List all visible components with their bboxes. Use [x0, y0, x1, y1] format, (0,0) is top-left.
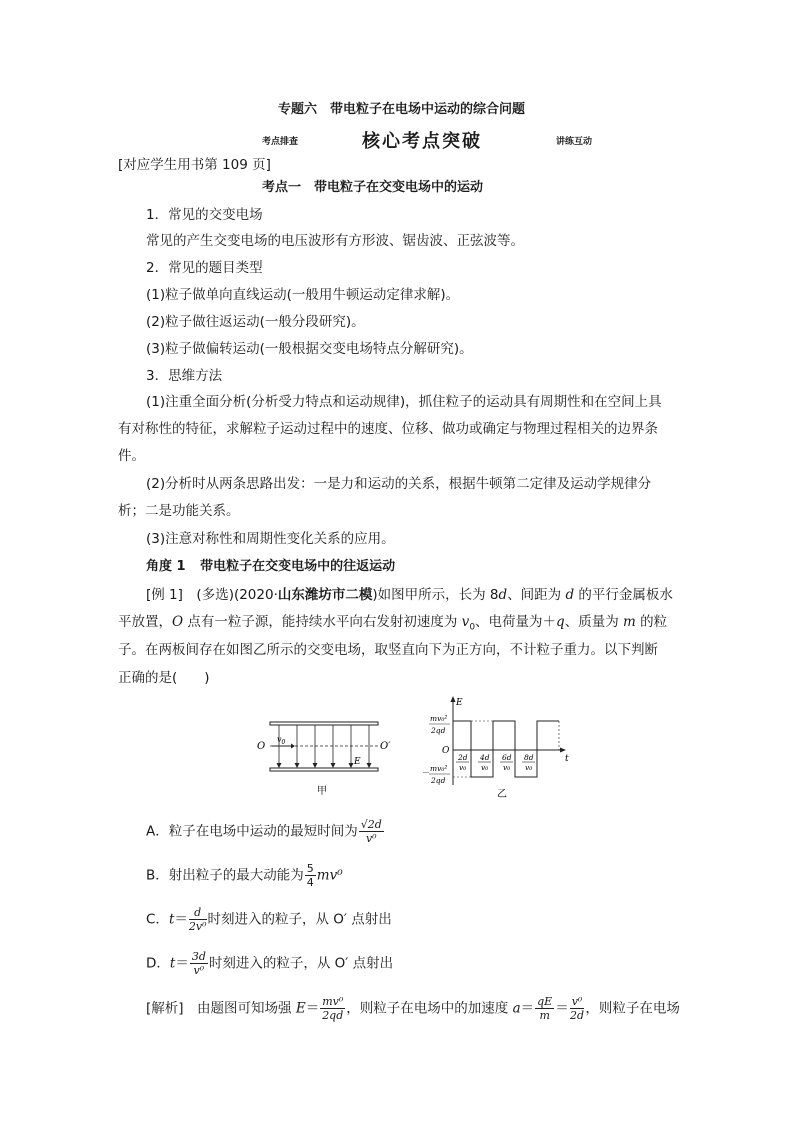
option-a: A．粒子在电场中运动的最短时间为 $\frac{√2d}{\text{v⁰}}$	[146, 818, 382, 845]
method-1-line-1: (1)注重全面分析(分析受力特点和运动规律)，抓住粒子的运动具有周期性和在空间上具	[146, 394, 662, 410]
type-3: (3)粒子做偏转运动(一般根据交变电场特点分解研究)。	[146, 341, 473, 357]
type-1: (1)粒子做单向直线运动(一般用牛顿运动定律求解)。	[146, 287, 460, 303]
tick-4d-num: 4d	[480, 753, 490, 762]
example-line-3: 子。在两板间存在如图乙所示的交变电场，取竖直向下为正方向，不计粒子重力。以下判断	[118, 642, 658, 658]
example-line-1: [例 1] (多选)(2020·山东潍坊市二模)如图甲所示，长为 8d、间距为 d 的平行金属板水	[146, 587, 673, 603]
neg-level-den: 2qd	[431, 776, 446, 785]
book-reference: [对应学生用书第 109 页]	[118, 157, 271, 173]
paragraph-1: 常见的产生交变电场的电压波形有方形波、锯齿波、正弦波等。	[146, 233, 524, 249]
label-v0: $v_0$	[277, 735, 286, 746]
option-c-fraction: $\frac{d}{\text{2v⁰}}$	[188, 906, 207, 933]
tick-6d-den: v₀	[503, 763, 511, 772]
example-line-2: 平放置，O 点有一粒子源，能持续水平向右发射初速度为 $v_0$、电荷量为＋q、质量为 m 的粒	[118, 614, 668, 633]
option-b-fraction: $\frac{5}{4}$	[306, 862, 314, 889]
t-axis-arrow	[560, 748, 566, 753]
example-tag: [例 1]	[146, 587, 183, 603]
tick-8d-den: v₀	[525, 763, 533, 772]
origin-label: O	[442, 746, 450, 756]
banner-right-label: 讲练互动	[556, 137, 593, 147]
analysis-fraction-3: $\frac{\text{v⁰}}{2d}$	[569, 995, 585, 1022]
pos-level-den: 2qd	[431, 726, 446, 735]
neg-sign: －	[422, 768, 430, 777]
heading-1: 1．常见的交变电场	[146, 207, 263, 223]
tick-2d-num: 2d	[458, 753, 468, 762]
E-axis-arrow	[451, 696, 456, 702]
method-2-line-1: (2)分析时从两条思路出发：一是力和运动的关系，根据牛顿第二定律及运动学规律分	[146, 476, 652, 492]
option-c: C．t＝ $\frac{d}{\text{2v⁰}}$ 时刻进入的粒子，从 O′ 点射出	[146, 906, 392, 933]
tick-8d-num: 8d	[524, 753, 534, 762]
velocity-arrowhead	[291, 744, 295, 749]
option-d: D．t＝ $\frac{3d}{\text{v⁰}}$ 时刻进入的粒子，从 O′ 点射出	[146, 950, 394, 977]
example-line-4: 正确的是( )	[118, 670, 210, 686]
t-axis-label: t	[565, 754, 569, 764]
method-1-line-2: 有对称性的特征，求解粒子运动过程中的速度、位移、做功或确定与物理过程相关的边界条	[118, 421, 658, 437]
section-title: 考点一 带电粒子在交变电场中的运动	[262, 180, 484, 195]
page-title: 专题六 带电粒子在电场中运动的综合问题	[278, 102, 526, 117]
tick-2d-den: v₀	[459, 763, 467, 772]
method-2-line-2: 析；二是功能关系。	[118, 503, 240, 519]
type-2: (2)粒子做往返运动(一般分段研究)。	[146, 314, 365, 330]
heading-3: 3．思维方法	[146, 368, 223, 384]
analysis-fraction-1: $\frac{\text{mv⁰}}{2qd}$	[322, 995, 344, 1022]
caption-b: 乙	[497, 789, 507, 800]
figure-b	[420, 693, 576, 801]
pos-level-num: mv₀²	[430, 714, 448, 723]
example-source: 山东潍坊市二模	[277, 587, 373, 603]
label-O: O	[257, 741, 266, 752]
option-a-fraction: $\frac{√2d}{\text{v⁰}}$	[360, 818, 382, 845]
caption-a: 甲	[317, 786, 327, 797]
analysis-line: [解析] 由题图可知场强 E＝ $\frac{\text{mv⁰}}{2qd}$ ，则粒子在电场中的加速度 a＝ $\frac{qE}{m}$ ＝ $\frac{\text{v⁰}}{2d}$ ，则粒子在电场	[146, 995, 680, 1022]
analysis-fraction-2: $\frac{qE}{m}$	[537, 995, 553, 1022]
figure-a	[255, 716, 395, 798]
banner-left-label: 考点排查	[262, 137, 299, 147]
tick-6d-num: 6d	[502, 753, 512, 762]
neg-level-num: mv₀²	[430, 764, 448, 773]
E-axis-label: E	[456, 698, 463, 708]
label-O-prime: O′	[380, 741, 391, 752]
angle-heading	[146, 557, 395, 577]
tick-4d-den: v₀	[481, 763, 489, 772]
method-1-line-3: 件。	[118, 448, 145, 464]
option-d-fraction: $\frac{3d}{\text{v⁰}}$	[191, 950, 206, 977]
banner-title: 核心考点突破	[362, 131, 482, 152]
method-3: (3)注意对称性和周期性变化关系的应用。	[146, 531, 395, 547]
angle-title: 带电粒子在交变电场中的往返运动	[200, 559, 396, 574]
option-b: B．射出粒子的最大动能为 $\frac{5}{4}$ mv⁰	[146, 862, 343, 889]
label-E: E	[354, 757, 361, 767]
angle-label: 角度 1	[146, 559, 186, 574]
heading-2: 2．常见的题目类型	[146, 260, 263, 276]
analysis-tag: [解析]	[146, 1000, 184, 1017]
bottom-plate	[270, 768, 378, 771]
top-plate	[270, 722, 378, 725]
tick-labels	[456, 753, 535, 772]
